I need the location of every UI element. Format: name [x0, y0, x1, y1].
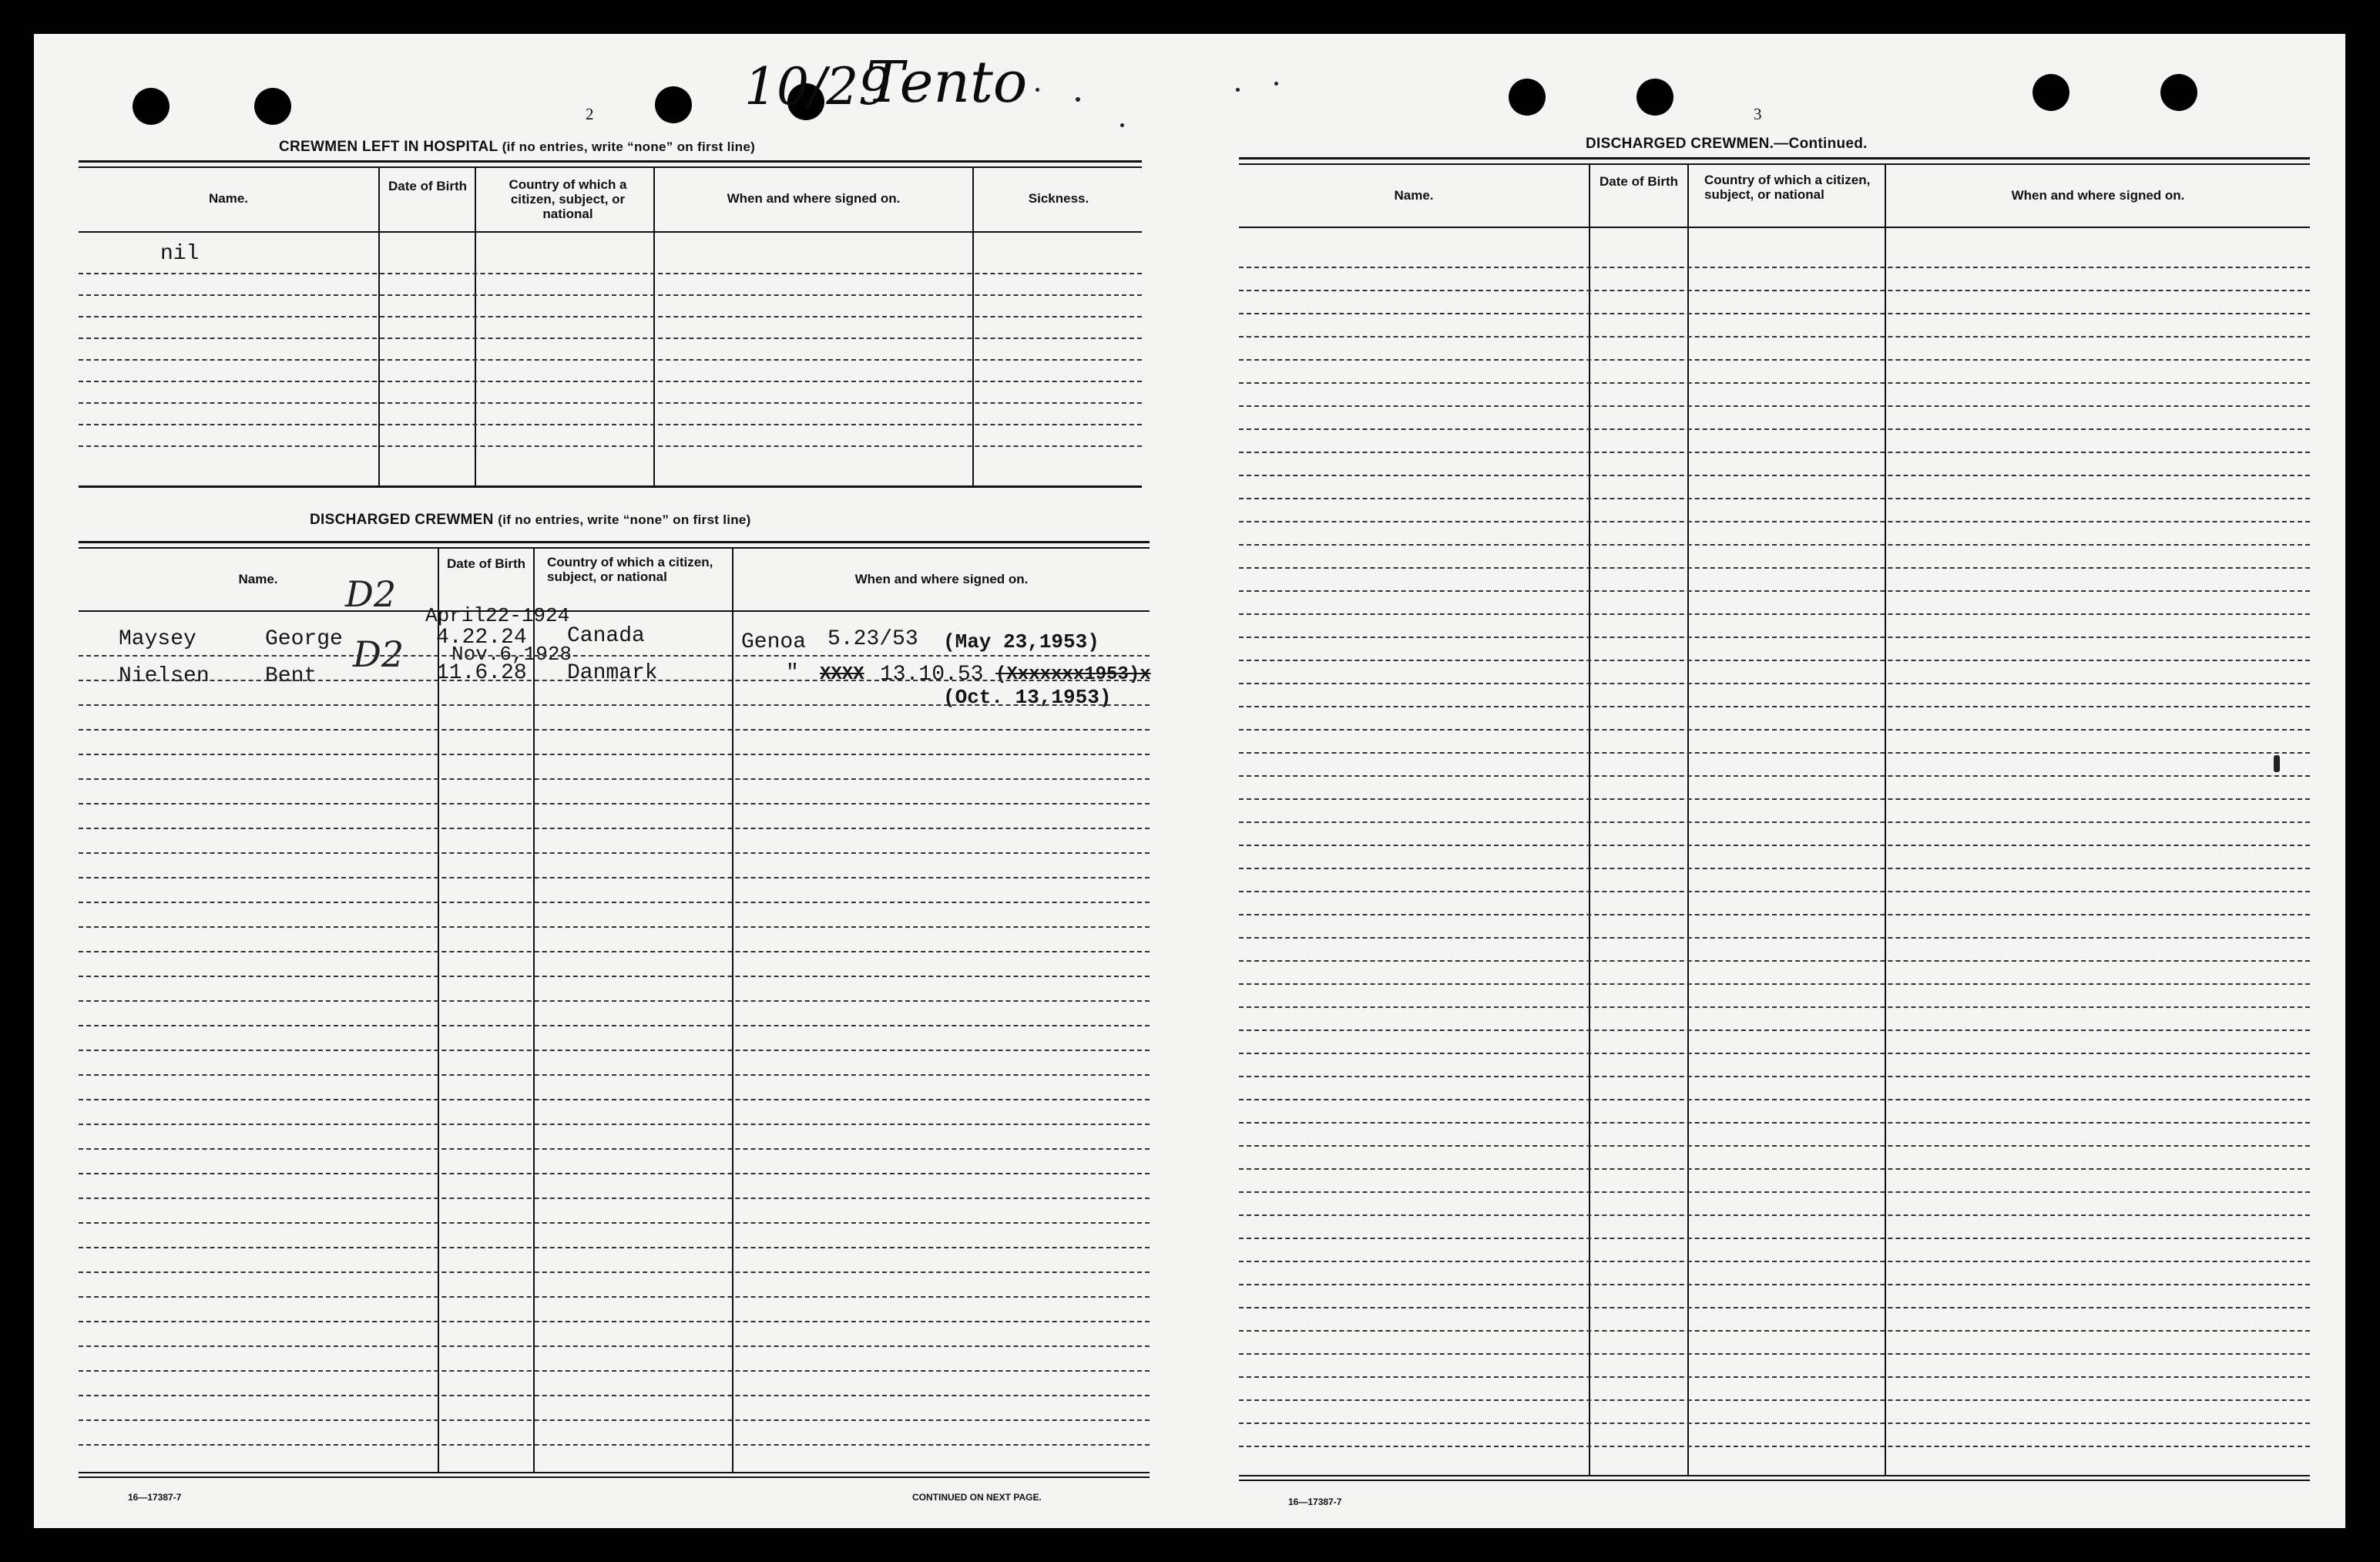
continued-note: CONTINUED ON NEXT PAGE.: [912, 1492, 1042, 1503]
dotted-rule: [79, 1124, 1150, 1125]
hospital-sickness-header: Sickness.: [1028, 191, 1089, 206]
row2-date-full: (Oct. 13,1953): [943, 686, 1112, 709]
dotted-rule: [1239, 567, 2310, 569]
dotted-rule: [79, 828, 1150, 829]
dotted-rule: [79, 1271, 1150, 1273]
hospital-name-header: Name.: [208, 191, 249, 206]
row2-place: ": [786, 661, 799, 685]
dotted-rule: [79, 704, 1150, 706]
discharged-header-rule: [79, 610, 1150, 612]
dotted-rule: [79, 655, 1150, 657]
hospital-top-rule: [79, 166, 1142, 168]
right-bottom-rule: [1239, 1480, 2310, 1481]
dotted-rule: [1239, 1284, 2310, 1285]
discharged-col-divider: [438, 549, 439, 1472]
row2-dob: 11.6.28: [436, 661, 527, 685]
dotted-rule: [79, 1050, 1150, 1051]
right-page-number: 3: [1754, 105, 1762, 123]
hospital-dob-header: Date of Birth: [388, 179, 467, 193]
discharged-section-title: DISCHARGED CREWMEN (if no entries, write “none” on first line): [310, 512, 751, 528]
row1-dob-corrected: April22-1924: [425, 604, 570, 627]
dotted-rule: [1239, 1099, 2310, 1100]
dotted-rule: [1239, 428, 2310, 430]
dotted-rule: [1239, 1076, 2310, 1077]
dotted-rule: [79, 1419, 1150, 1421]
discharged-bottom-rule: [79, 1476, 1150, 1478]
right-signed-on-header: When and where signed on.: [2011, 188, 2185, 203]
dotted-rule: [1239, 1399, 2310, 1401]
dotted-rule: [79, 273, 1142, 274]
left-form-number: 16—17387-7: [128, 1492, 182, 1503]
dotted-rule: [1239, 752, 2310, 754]
hospital-col-divider: [653, 168, 655, 485]
dotted-rule: [1239, 845, 2310, 846]
discharged-bottom-rule: [79, 1472, 1150, 1473]
dotted-rule: [1239, 891, 2310, 892]
row1-surname: Maysey: [119, 627, 196, 651]
dotted-rule: [1239, 1053, 2310, 1054]
dotted-rule: [79, 1444, 1150, 1446]
dotted-rule: [1239, 937, 2310, 939]
dotted-rule: [1239, 1376, 2310, 1378]
row1-given-name: George: [265, 627, 343, 651]
dotted-rule: [1239, 1168, 2310, 1170]
document-sheet: [34, 34, 2345, 1528]
dotted-rule: [79, 754, 1150, 755]
dotted-rule: [1239, 382, 2310, 384]
row1-dob: 4.22.24: [436, 626, 527, 650]
speck: [1120, 123, 1124, 127]
row1-handwritten-initial: D2: [345, 573, 397, 615]
right-top-rule: [1239, 157, 2310, 160]
hospital-col-divider: [475, 168, 476, 485]
right-top-rule: [1239, 163, 2310, 165]
dotted-rule: [79, 1074, 1150, 1076]
left-page-number: 2: [586, 105, 594, 123]
dotted-rule: [1239, 729, 2310, 731]
dotted-rule: [79, 1296, 1150, 1298]
row1-date-full: (May 23,1953): [943, 630, 1099, 653]
discharged-signed-on-header: When and where signed on.: [854, 572, 1029, 586]
dotted-rule: [79, 1099, 1150, 1100]
dotted-rule: [1239, 313, 2310, 314]
dotted-rule: [79, 445, 1142, 447]
dotted-rule: [79, 1173, 1150, 1174]
dotted-rule: [79, 1321, 1150, 1322]
discharged-col-divider: [533, 549, 535, 1472]
row2-date: 13.10.53: [880, 663, 984, 687]
hospital-signed-on-header: When and where signed on.: [727, 191, 901, 206]
row2-country: Danmark: [567, 661, 658, 685]
dotted-rule: [1239, 706, 2310, 707]
dotted-rule: [1239, 613, 2310, 615]
dotted-rule: [79, 424, 1142, 425]
dotted-rule: [1239, 914, 2310, 915]
dotted-rule: [79, 1025, 1150, 1026]
row1-country: Canada: [567, 624, 645, 648]
dotted-rule: [1239, 336, 2310, 338]
dotted-rule: [1239, 637, 2310, 638]
dotted-rule: [1239, 1191, 2310, 1193]
dotted-rule: [79, 976, 1150, 977]
dotted-rule: [1239, 1353, 2310, 1355]
handwritten-name: Tento: [866, 49, 1028, 116]
dotted-rule: [1239, 405, 2310, 407]
dotted-rule: [79, 951, 1150, 952]
dotted-rule: [1239, 683, 2310, 684]
right-header-rule: [1239, 227, 2310, 228]
dotted-rule: [1239, 290, 2310, 291]
dotted-rule: [1239, 544, 2310, 546]
hospital-header-rule: [79, 231, 1142, 233]
hospital-section-title: CREWMEN LEFT IN HOSPITAL (if no entries, write “none” on first line): [279, 139, 756, 155]
speck: [1236, 88, 1240, 92]
dotted-rule: [79, 359, 1142, 361]
hospital-country-header: Country of which a citizen, subject, or national: [509, 177, 627, 221]
speck: [2274, 755, 2280, 772]
dotted-rule: [1239, 983, 2310, 985]
dotted-rule: [1239, 359, 2310, 361]
dotted-rule: [79, 778, 1150, 780]
dotted-rule: [1239, 1122, 2310, 1124]
dotted-rule: [1239, 868, 2310, 869]
dotted-rule: [79, 852, 1150, 854]
dotted-rule: [79, 926, 1150, 928]
dotted-rule: [1239, 1446, 2310, 1447]
dotted-rule: [1239, 590, 2310, 592]
dotted-rule: [79, 1247, 1150, 1248]
dotted-rule: [79, 402, 1142, 404]
hospital-col-divider: [378, 168, 380, 485]
speck: [1036, 88, 1039, 92]
row2-surname: Nielsen: [119, 664, 210, 688]
dotted-rule: [79, 338, 1142, 339]
discharged-dob-header: Date of Birth: [447, 556, 525, 571]
dotted-rule: [1239, 960, 2310, 962]
discharged-name-header: Name.: [238, 572, 278, 586]
dotted-rule: [79, 803, 1150, 805]
punch-hole: [2160, 74, 2197, 111]
row1-place: Genoa: [741, 630, 807, 654]
speck: [1274, 82, 1278, 86]
discharged-col-divider: [732, 549, 733, 1472]
right-country-header: Country of which a citizen, subject, or national: [1704, 173, 1871, 202]
punch-hole: [2033, 74, 2069, 111]
right-section-title: DISCHARGED CREWMEN.—Continued.: [1586, 136, 1868, 152]
dotted-rule: [1239, 798, 2310, 800]
dotted-rule: [1239, 1030, 2310, 1031]
punch-hole: [1636, 79, 1673, 116]
hospital-entry-nil: nil: [160, 242, 200, 266]
dotted-rule: [1239, 498, 2310, 499]
right-name-header: Name.: [1394, 188, 1434, 203]
punch-hole: [655, 86, 692, 123]
dotted-rule: [79, 1222, 1150, 1224]
dotted-rule: [79, 1345, 1150, 1347]
hospital-col-divider: [972, 168, 974, 485]
dotted-rule: [79, 1198, 1150, 1199]
discharged-top-rule: [79, 541, 1150, 543]
dotted-rule: [1239, 1145, 2310, 1147]
dotted-rule: [79, 729, 1150, 731]
dotted-rule: [79, 1395, 1150, 1396]
dotted-rule: [79, 877, 1150, 878]
handwritten-number: 10/29: [744, 57, 891, 116]
dotted-rule: [1239, 1261, 2310, 1262]
dotted-rule: [79, 680, 1150, 681]
dotted-rule: [79, 316, 1142, 317]
dotted-rule: [1239, 475, 2310, 476]
right-dob-header: Date of Birth: [1600, 174, 1678, 189]
punch-hole: [133, 88, 170, 125]
row2-struck-suffix: (Xxxxxxx1953)x: [995, 664, 1151, 685]
dotted-rule: [1239, 1214, 2310, 1216]
dotted-rule: [79, 1000, 1150, 1002]
right-form-number: 16—17387-7: [1288, 1496, 1342, 1507]
right-col-divider: [1687, 165, 1689, 1476]
row2-struck-prefix: XXXX: [820, 664, 864, 685]
dotted-rule: [1239, 521, 2310, 522]
dotted-rule: [1239, 1006, 2310, 1008]
row2-dob-corrected: Nov.6,1928: [451, 643, 572, 666]
dotted-rule: [1239, 1238, 2310, 1239]
dotted-rule: [79, 902, 1150, 903]
dotted-rule: [79, 381, 1142, 382]
right-col-divider: [1589, 165, 1590, 1476]
row1-date: 5.23/53: [827, 627, 918, 651]
dotted-rule: [1239, 660, 2310, 661]
dotted-rule: [1239, 1330, 2310, 1332]
punch-hole: [254, 88, 291, 125]
right-col-divider: [1885, 165, 1886, 1476]
dotted-rule: [79, 1370, 1150, 1372]
dotted-rule: [1239, 775, 2310, 777]
row2-handwritten-initial: D2: [353, 633, 404, 675]
hospital-top-rule: [79, 160, 1142, 163]
speck: [1076, 97, 1080, 102]
dotted-rule: [1239, 267, 2310, 268]
dotted-rule: [1239, 452, 2310, 453]
dotted-rule: [1239, 821, 2310, 823]
discharged-top-rule: [79, 547, 1150, 549]
dotted-rule: [79, 1148, 1150, 1150]
row2-given-name: Bent: [265, 664, 317, 688]
right-bottom-rule: [1239, 1475, 2310, 1476]
discharged-country-header: Country of which a citizen, subject, or national: [547, 555, 713, 584]
dotted-rule: [79, 294, 1142, 296]
punch-hole: [1509, 79, 1546, 116]
dotted-rule: [1239, 1423, 2310, 1424]
hospital-bottom-rule: [79, 485, 1142, 488]
dotted-rule: [1239, 1307, 2310, 1308]
